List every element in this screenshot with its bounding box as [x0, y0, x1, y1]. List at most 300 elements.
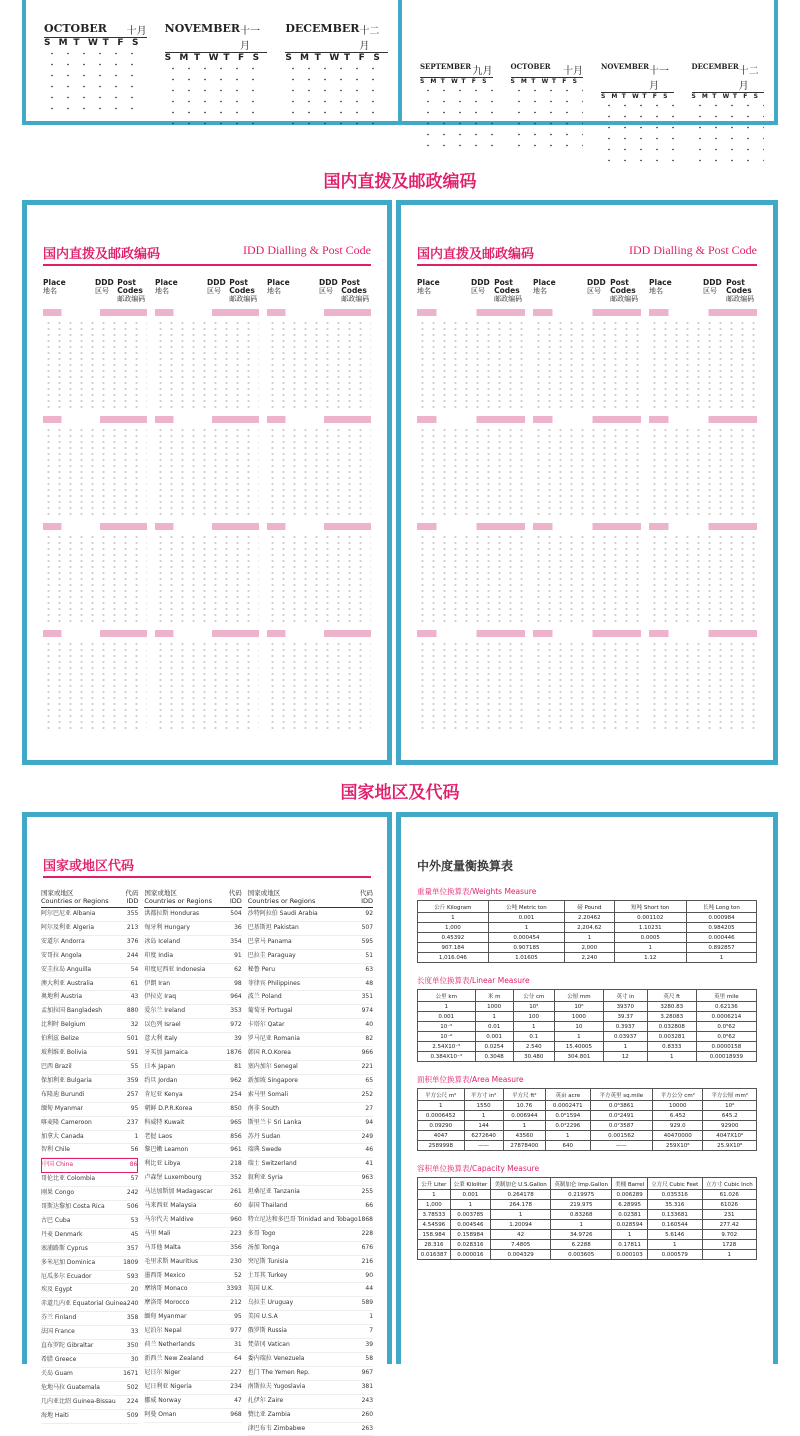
country-name: 意大利 Italy [144, 1035, 178, 1043]
weekday-label: W [329, 53, 340, 63]
country-code: 40 [365, 1021, 374, 1029]
conversion-cell: 4047X10⁶ [703, 1131, 757, 1141]
country-code: 66 [365, 1202, 374, 1210]
country-name: 苏丹 Sudan [247, 1132, 281, 1140]
country-row [144, 1339, 241, 1353]
weekday-row [511, 78, 584, 85]
conversion-header-cell: 平方寸 in² [464, 1089, 503, 1101]
country-row [144, 1075, 241, 1089]
month-header [165, 22, 268, 53]
country-name: 巴西 Brazil [41, 1062, 72, 1070]
conversion-header-cell: 美桶 Barrel [612, 1178, 648, 1190]
conversion-cell: —— [464, 1141, 503, 1151]
country-name: 瑞典 Swede [247, 1146, 282, 1154]
conversion-cell: 1 [475, 1012, 513, 1022]
conversion-cell: 0.3937 [604, 1022, 648, 1032]
conversion-cell: 0.003281 [647, 1032, 696, 1042]
country-name: 也门 The Yemen Rep. [247, 1368, 310, 1376]
country-row [248, 936, 373, 950]
month-name-cn: 十一月 [240, 26, 261, 52]
conversion-cell: 1 [554, 1032, 603, 1042]
conversion-cell: 0.032808 [647, 1022, 696, 1032]
country-row [144, 1019, 241, 1033]
weekday-label: T [551, 78, 557, 85]
country-row [248, 1033, 373, 1047]
country-code: 51 [365, 951, 374, 959]
country-row [144, 1395, 241, 1409]
country-code: 967 [361, 1368, 374, 1376]
idd-rows [267, 641, 371, 731]
country-row [41, 1396, 138, 1410]
country-code: 95 [130, 1104, 139, 1112]
country-row [144, 1256, 241, 1270]
conversion-cell: 0.45392 [418, 933, 489, 943]
country-row [248, 1186, 373, 1200]
country-name: 巴拿马 Panama [247, 937, 292, 945]
country-code: 964 [230, 993, 242, 1001]
calendar-page-left [26, 0, 398, 121]
idd-column [649, 275, 757, 746]
country-name: 芬兰 Finland [41, 1314, 77, 1322]
country-code: 260 [361, 1410, 374, 1418]
country-name: 比利时 Belgium [41, 1021, 86, 1029]
country-name: 马来西亚 Malaysia [144, 1202, 197, 1210]
idd-header-cell: Place 地名 [417, 278, 440, 295]
conversion-row [418, 1002, 757, 1012]
idd-rows [155, 641, 259, 731]
country-row [248, 964, 373, 978]
weekday-label: T [314, 53, 321, 63]
weight-table [417, 900, 757, 963]
conversion-cell: 158.984 [418, 1230, 451, 1240]
country-code: 591 [126, 1049, 139, 1057]
country-name: 新西兰 New Zealand [144, 1355, 204, 1362]
country-name: 喀麦隆 Cameroon [41, 1118, 92, 1126]
country-code: 240 [126, 1300, 139, 1308]
conversion-cell: 1000 [554, 1012, 603, 1022]
conversion-cell: 1 [647, 1052, 696, 1062]
country-code: 359 [126, 1076, 139, 1084]
conversion-cell: 0.0⁶1594 [546, 1111, 591, 1121]
conversion-cell: 0.016387 [418, 1250, 451, 1260]
conversion-cell: 0.0006214 [696, 1012, 756, 1022]
weekday-label: S [420, 78, 425, 85]
country-row [248, 1200, 373, 1214]
weekday-label: W [632, 93, 639, 100]
province-heading [43, 523, 147, 530]
country-code: 880 [126, 1007, 139, 1015]
weekday-label: F [562, 78, 567, 85]
country-row [41, 950, 138, 964]
weekday-row [692, 93, 765, 100]
country-row [248, 1242, 373, 1256]
province-heading [267, 630, 371, 637]
weekday-label: W [451, 78, 458, 85]
country-code: 57 [130, 1175, 139, 1183]
conversion-header-cell: 公厘 mm [554, 990, 603, 1002]
country-row [248, 922, 373, 936]
conversion-row [418, 1141, 757, 1151]
country-table [41, 889, 374, 1432]
conversion-page [396, 812, 778, 1364]
conversion-row [418, 1240, 757, 1250]
country-name: 挪威 Norway [144, 1396, 182, 1404]
country-row [144, 1214, 241, 1228]
country-code: 254 [230, 1090, 242, 1098]
idd-title-cn: 国内直拨及邮政编码 [43, 247, 161, 262]
month-header [44, 22, 147, 38]
conversion-cell: 34.9726 [551, 1230, 612, 1240]
country-code: 243 [361, 1396, 374, 1404]
conversion-cell: 0.09290 [418, 1121, 465, 1131]
conversion-cell: 0.219975 [551, 1190, 612, 1200]
country-name: 伊拉克 Iraq [144, 993, 177, 1001]
conversion-cell: 10⁶ [703, 1101, 757, 1111]
country-row [248, 1019, 373, 1033]
country-code: 972 [230, 1021, 242, 1029]
country-code: 357 [126, 1244, 139, 1252]
country-name: 几内亚比绍 Guinea-Bissau [41, 1397, 116, 1405]
calendar-month [44, 22, 147, 125]
weekday-label: S [373, 53, 380, 63]
country-name: 埃及 Egypt [41, 1286, 73, 1294]
conversion-cell: 2.20462 [565, 913, 614, 923]
conversion-cell: 6.28995 [612, 1200, 648, 1210]
country-name: 塞浦路斯 Cyprus [41, 1244, 88, 1252]
country-name: 索马里 Somali [247, 1090, 288, 1098]
idd-header-cell: Place 地名 [43, 278, 66, 295]
month-name-cn: 十月 [126, 26, 147, 37]
country-code: 63 [365, 965, 374, 973]
country-row [144, 1200, 241, 1214]
country-row [41, 1144, 138, 1158]
country-code: 82 [365, 1035, 374, 1043]
country-code: 589 [361, 1299, 374, 1307]
country-code: 56 [130, 1146, 139, 1154]
conversion-cell: 144 [464, 1121, 503, 1131]
month-name-cn: 十二月 [738, 66, 759, 92]
conversion-cell: 0.00018939 [696, 1052, 756, 1062]
country-row [41, 1201, 138, 1215]
conversion-cell: 4047 [418, 1131, 465, 1141]
conversion-cell: 7.4805 [491, 1240, 551, 1250]
country-code: 216 [361, 1257, 374, 1265]
conversion-cell: 3280.83 [647, 1002, 696, 1012]
conversion-row [418, 1121, 757, 1131]
weekday-label: M [58, 38, 68, 48]
weekday-row [420, 78, 493, 85]
country-name: 保加利亚 Bulgaria [41, 1076, 92, 1084]
country-row [248, 950, 373, 964]
country-name: 玻利维亚 Bolivia [41, 1049, 87, 1057]
country-code: 252 [361, 1090, 374, 1098]
conversion-cell: 0.62136 [696, 1002, 756, 1012]
conversion-cell: 0.035316 [647, 1190, 702, 1200]
area-table-label: 面积单位换算表/Area Measure [417, 1075, 524, 1084]
country-row [248, 1131, 373, 1145]
weekday-label: S [572, 78, 577, 85]
length-table [417, 989, 757, 1062]
country-code: 249 [361, 1132, 374, 1140]
conversion-cell: 0.000454 [488, 933, 564, 943]
country-code: 58 [365, 1355, 374, 1362]
country-code: 352 [230, 1174, 242, 1182]
month-header [420, 62, 493, 78]
day-grid [420, 85, 493, 147]
country-code: 255 [361, 1188, 374, 1196]
idd-column [417, 275, 525, 746]
conversion-cell: 10⁶ [554, 1002, 603, 1012]
province-heading [649, 416, 757, 423]
conversion-row [418, 1111, 757, 1121]
idd-header-cell: Post Codes 邮政编码 [341, 278, 370, 303]
country-name: 赤道几内亚 Equatorial Guinea [41, 1300, 127, 1308]
country-name: 日本 Japan [144, 1062, 176, 1070]
country-code: 263 [361, 1424, 374, 1432]
country-row [41, 1298, 138, 1312]
conversion-header-cell: 短吨 Short ton [614, 901, 686, 913]
conversion-cell: 0.264178 [491, 1190, 551, 1200]
weekday-label: F [117, 38, 124, 48]
country-header-code: 代码 IDD [360, 889, 374, 905]
conversion-header-cell: 公秉 Kiloliter [450, 1178, 490, 1190]
country-row [144, 1325, 241, 1339]
country-name: 印度 India [144, 951, 174, 959]
country-row [248, 978, 373, 992]
country-name: 丹麦 Denmark [41, 1230, 83, 1238]
month-name-cn: 十二月 [359, 26, 380, 52]
conversion-cell: 0.1 [513, 1032, 554, 1042]
country-row [41, 1382, 138, 1396]
country-row [248, 1256, 373, 1270]
conversion-cell: 4.54596 [418, 1220, 451, 1230]
country-code: 212 [230, 1299, 242, 1307]
idd-header-cell: DDD 区号 [95, 278, 114, 295]
conversion-cell: 640 [546, 1141, 591, 1151]
country-name: 南非 South [247, 1104, 280, 1112]
country-code: 242 [126, 1189, 139, 1197]
country-name: 哥斯达黎加 Costa Rica [41, 1203, 105, 1211]
country-name: 肯尼亚 Kenya [144, 1090, 183, 1098]
province-heading [649, 309, 757, 316]
country-code: 977 [230, 1327, 242, 1335]
country-name: 哥伦比亚 Colombia [41, 1175, 96, 1183]
idd-list-left [43, 275, 371, 746]
country-code: 3393 [226, 1285, 242, 1293]
country-row [41, 1354, 138, 1368]
idd-rows [533, 320, 641, 410]
idd-rows [417, 534, 525, 624]
country-code: 1 [369, 1313, 374, 1321]
calendar-strip [22, 0, 778, 125]
conversion-cell: 0.001 [475, 1032, 513, 1042]
province-heading [533, 309, 641, 316]
country-row [41, 1410, 138, 1424]
country-row [41, 1187, 138, 1201]
month-header [692, 62, 765, 93]
country-code: 1868 [357, 1215, 374, 1223]
country-row [248, 1075, 373, 1089]
country-code: 221 [361, 1062, 374, 1070]
conversion-header-cell: 公分 cm [513, 990, 554, 1002]
conversion-cell: 42 [491, 1230, 551, 1240]
country-code: 224 [126, 1397, 139, 1405]
conversion-cell: 0.003605 [551, 1250, 612, 1260]
country-name: 汤加 Tonga [247, 1243, 280, 1251]
country-code: 39 [365, 1341, 374, 1349]
country-row [248, 1311, 373, 1325]
conversion-cell: 0.000984 [686, 913, 756, 923]
conversion-cell: 3.28083 [647, 1012, 696, 1022]
section-title-idd: 国内直拨及邮政编码 [323, 172, 477, 192]
country-code: 676 [361, 1243, 374, 1251]
country-code: 356 [230, 1243, 242, 1251]
weekday-row [285, 53, 388, 63]
conversion-cell: 0.000016 [450, 1250, 490, 1260]
province-heading [155, 309, 259, 316]
country-page-title [43, 855, 371, 878]
conversion-header-cell: 立方寸 Cubic Inch [702, 1178, 756, 1190]
conversion-cell: 10⁵ [513, 1002, 554, 1012]
country-code: 20 [130, 1286, 139, 1294]
weekday-label: S [601, 93, 606, 100]
country-column-3 [247, 889, 374, 1432]
country-name: 黎巴嫩 Leamon [144, 1146, 189, 1154]
country-code: 48 [365, 979, 374, 987]
weekday-label: M [611, 93, 618, 100]
conversion-cell: 1 [546, 1131, 591, 1141]
conversion-cell: 1 [686, 953, 756, 963]
conversion-header-cell: 平方公尺 m² [418, 1089, 465, 1101]
conversion-cell: 43560 [503, 1131, 545, 1141]
conversion-header-cell: 立方尺 Cubic Feet [647, 1178, 702, 1190]
country-row [248, 1144, 373, 1158]
country-row [144, 978, 241, 992]
country-code: 354 [230, 937, 242, 945]
conversion-cell: 10.76 [503, 1101, 545, 1111]
country-code: 595 [361, 937, 374, 945]
idd-title-cn-right: 国内直拨及邮政编码 [417, 247, 535, 262]
country-code: 41 [365, 1160, 374, 1168]
country-row [41, 1089, 138, 1103]
conversion-cell: 10000 [653, 1101, 703, 1111]
country-column-2 [144, 889, 242, 1418]
country-name: 突尼斯 Tunisia [247, 1257, 289, 1265]
country-code: 91 [234, 951, 242, 959]
country-code: 45 [130, 1230, 139, 1238]
weekday-label: S [252, 53, 260, 63]
country-row [41, 908, 138, 922]
idd-rows [267, 534, 371, 624]
idd-column-header [43, 279, 147, 303]
country-name: 委内瑞拉 Venezuela [247, 1355, 305, 1362]
country-row [144, 1005, 241, 1019]
country-code: 44 [365, 1285, 374, 1293]
country-row [248, 1283, 373, 1297]
country-row [144, 1228, 241, 1242]
country-row [41, 1229, 138, 1243]
country-row [144, 1186, 241, 1200]
province-heading [43, 309, 147, 316]
country-name: 利比亚 Libya [144, 1160, 181, 1168]
province-heading [43, 416, 147, 423]
weekday-label: T [461, 78, 466, 85]
weekday-label: S [164, 53, 172, 63]
weekday-label: T [712, 93, 717, 100]
conversion-row [418, 1052, 757, 1062]
country-code: 86 [129, 1161, 138, 1169]
weekday-label: S [44, 38, 51, 48]
conversion-header-cell: 米 m [475, 990, 513, 1002]
idd-rows [155, 320, 259, 410]
weekday-label: T [73, 38, 80, 48]
conversion-header-cell: 磅 Pound [565, 901, 614, 913]
weekday-label: T [440, 78, 445, 85]
conversion-cell: 1 [450, 1200, 490, 1210]
country-row [41, 1340, 138, 1354]
weekday-label: S [510, 78, 515, 85]
country-row [248, 1089, 373, 1103]
country-row [248, 991, 373, 1005]
country-row [248, 1353, 373, 1367]
country-name: 马尔代夫 Maldive [144, 1215, 194, 1223]
country-row [144, 1367, 241, 1381]
country-name: 希腊 Greece [41, 1356, 77, 1363]
calendar-month [692, 62, 765, 162]
weekday-label: T [223, 53, 230, 63]
country-code: 351 [361, 993, 374, 1001]
country-row [41, 1257, 138, 1271]
country-name: 爱尔兰 Ireland [144, 1007, 186, 1015]
country-name: 厄瓜多尔 Ecuador [41, 1272, 92, 1280]
country-name: 关岛 Guam [41, 1369, 73, 1377]
idd-title-en: IDD Dialling & Post Code [243, 243, 371, 257]
conversion-cell: 0.984205 [686, 923, 756, 933]
country-row [144, 1270, 241, 1284]
country-code: 962 [230, 1076, 242, 1084]
country-row [248, 1047, 373, 1061]
country-row [248, 1270, 373, 1284]
length-table-label: 长度单位换算表/Linear Measure [417, 976, 530, 985]
country-code: 856 [230, 1132, 242, 1140]
conversion-cell: 1 [612, 1230, 648, 1240]
conversion-cell: 0.001 [418, 1012, 476, 1022]
province-heading [533, 630, 641, 637]
idd-rows [43, 320, 147, 410]
country-row [41, 1173, 138, 1187]
weekday-label: F [358, 53, 365, 63]
conversion-cell: 0.0⁶62 [696, 1032, 756, 1042]
country-code: 961 [230, 1146, 242, 1154]
conversion-cell: 0.0⁶3861 [590, 1101, 652, 1111]
country-name: 澳大利亚 Australia [41, 979, 94, 987]
country-row [41, 922, 138, 936]
country-code: 593 [126, 1272, 139, 1280]
conversion-cell: 2589998 [418, 1141, 465, 1151]
conversion-cell: 15.40005 [554, 1042, 603, 1052]
conversion-cell: 12 [604, 1052, 648, 1062]
country-name: 安哥拉 Angola [41, 951, 82, 959]
conversion-header-cell: 平方尺 ft² [503, 1089, 545, 1101]
country-row [41, 1061, 138, 1075]
country-code: 60 [234, 1202, 242, 1210]
province-heading [533, 523, 641, 530]
weekday-label: S [691, 93, 696, 100]
conversion-cell: 0.17811 [612, 1240, 648, 1250]
idd-column-header [649, 279, 757, 303]
conversion-cell: 0.0002471 [546, 1101, 591, 1111]
idd-rows [533, 641, 641, 731]
